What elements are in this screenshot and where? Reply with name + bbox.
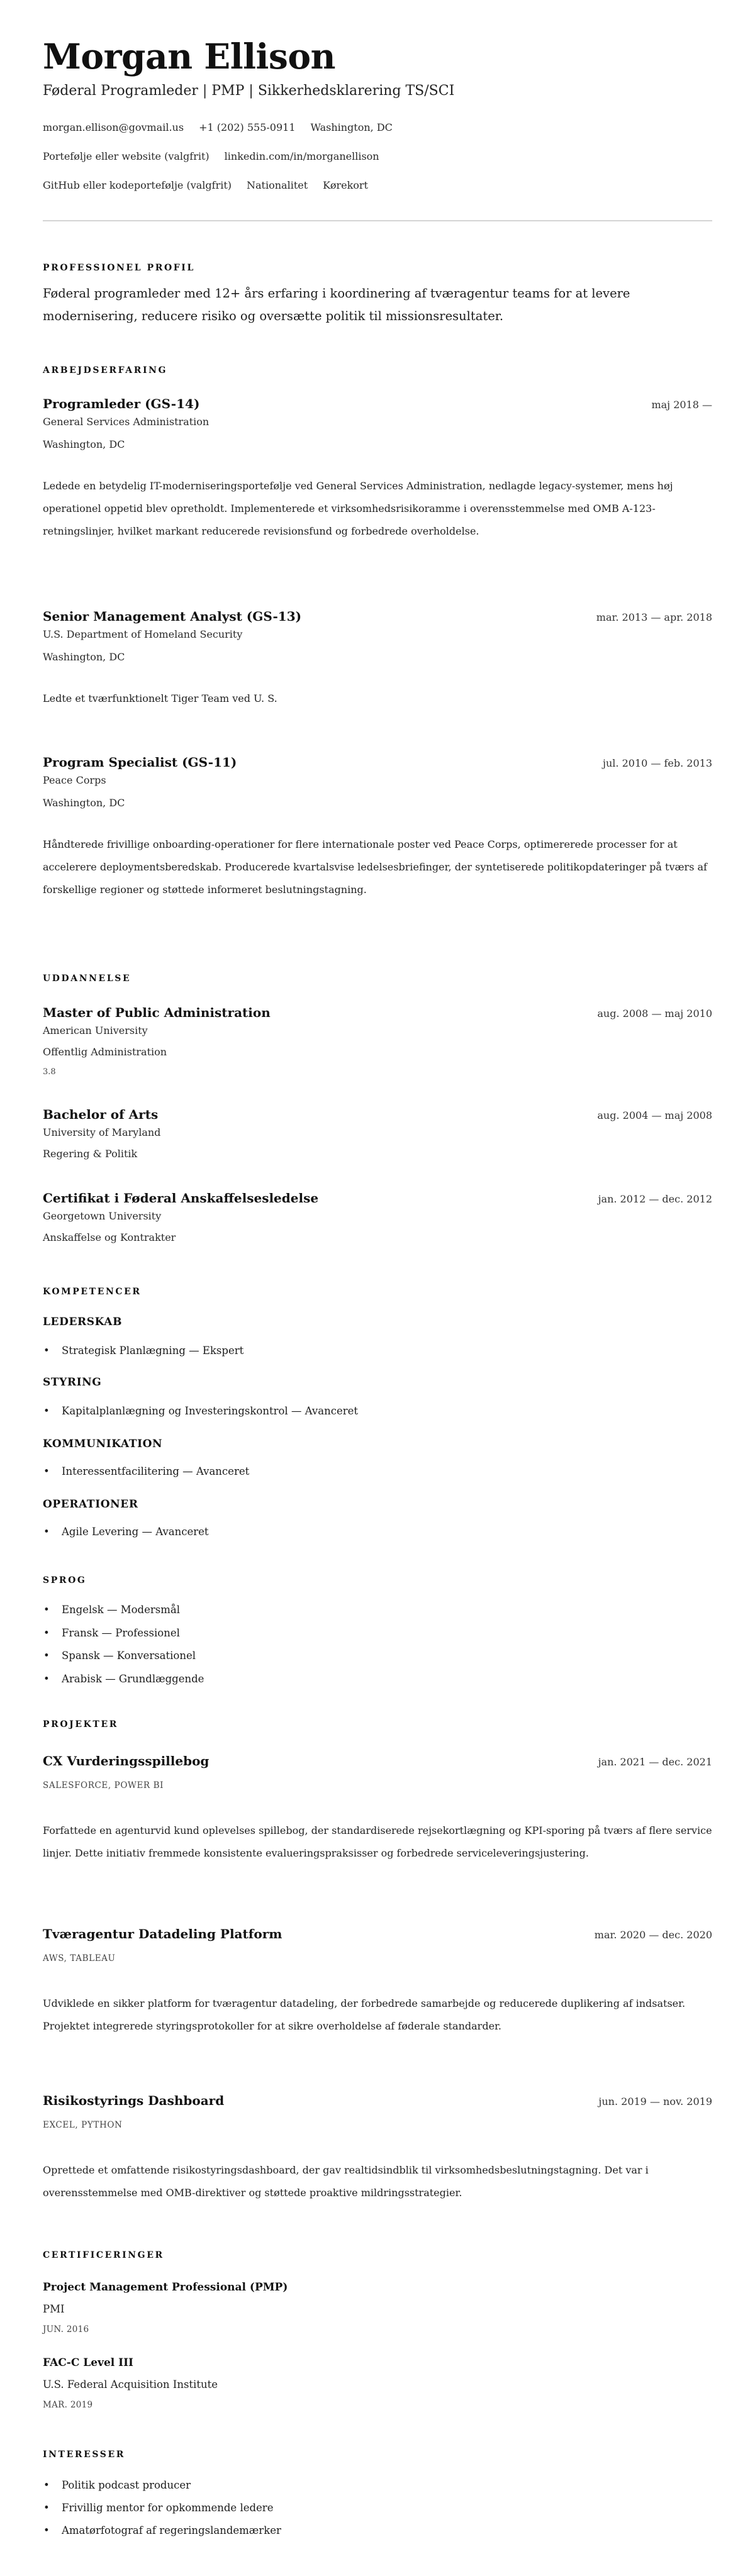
skill-group-title: OPERATIONER bbox=[43, 1498, 138, 1511]
school-name: University of Maryland bbox=[43, 1126, 161, 1138]
project-description: Udviklede en sikker platform for tværagentur datadeling, der forbedrede samarbejde og reducerede duplikering af indsatser. Projektet integrerede styringsprotokoller for at sikre overholdelse af føderale standarder. bbox=[43, 1997, 686, 2032]
project-item bbox=[43, 1752, 712, 1865]
contact-phone[interactable]: +1 (202) 555-0911 bbox=[199, 121, 296, 133]
degree-title: Master of Public Administration bbox=[43, 1005, 271, 1020]
certification-date: MAR. 2019 bbox=[43, 2400, 93, 2410]
contact-email[interactable]: morgan.ellison@govmail.us bbox=[43, 121, 184, 133]
profile-summary: Føderal programleder med 12+ års erfaring i koordinering af tværagentur teams for at levere modernisering, reducere risiko og oversætte politik til missionsresultater. bbox=[43, 286, 630, 323]
skills-section bbox=[43, 1286, 712, 1297]
job-title: Programleder (GS-14) bbox=[43, 396, 200, 411]
job-dates: mar. 2013 — apr. 2018 bbox=[596, 611, 712, 623]
project-tech-tags: EXCEL, PYTHON bbox=[43, 2120, 123, 2130]
interest-item: • Frivillig mentor for opkommende ledere bbox=[43, 2497, 712, 2519]
contact-location: Washington, DC bbox=[310, 121, 393, 133]
interest-item: • Amatørfotograf af regeringslandemærker bbox=[43, 2519, 712, 2542]
skill-group bbox=[43, 1314, 712, 1358]
section-title-education: UDDANNELSE bbox=[43, 974, 131, 984]
project-tech-tags: AWS, TABLEAU bbox=[43, 1953, 116, 1963]
header-divider bbox=[43, 220, 712, 221]
section-title-projects: PROJEKTER bbox=[43, 1719, 118, 1729]
skill-group-title: LEDERSKAB bbox=[43, 1316, 123, 1328]
project-item bbox=[43, 2092, 712, 2204]
interest-list bbox=[43, 2474, 712, 2542]
skill-item: • Strategisk Planlægning — Ekspert bbox=[43, 1343, 712, 1358]
section-title-experience: ARBEJDSERFARING bbox=[43, 365, 168, 375]
contact-drivers-license: Kørekort bbox=[323, 179, 368, 191]
education-section bbox=[43, 973, 712, 984]
language-item: • Spansk — Konversationel bbox=[43, 1645, 712, 1668]
education-item bbox=[43, 1004, 712, 1078]
section-title-certifications: CERTIFICERINGER bbox=[43, 2250, 164, 2260]
skill-group bbox=[43, 1375, 712, 1419]
contact-github[interactable]: GitHub eller kodeportefølje (valgfrit) bbox=[43, 179, 232, 191]
certification-issuer: PMI bbox=[43, 2303, 65, 2315]
degree-title: Certifikat i Føderal Anskaffelsesledelse bbox=[43, 1191, 319, 1206]
project-title: Tværagentur Datadeling Platform bbox=[43, 1926, 282, 1941]
job-description: Ledte et tværfunktionelt Tiger Team ved U. S. bbox=[43, 692, 277, 704]
language-item: • Arabisk — Grundlæggende bbox=[43, 1668, 712, 1691]
profile-section bbox=[43, 262, 712, 328]
job-location: Washington, DC bbox=[43, 438, 125, 450]
job-employer: U.S. Department of Homeland Security bbox=[43, 628, 243, 640]
skill-item: • Kapitalplanlægning og Investeringskontrol — Avanceret bbox=[43, 1404, 712, 1419]
skill-item: • Interessentfacilitering — Avanceret bbox=[43, 1464, 712, 1479]
job-employer: Peace Corps bbox=[43, 774, 106, 786]
skill-list bbox=[43, 1343, 712, 1358]
school-name: Georgetown University bbox=[43, 1210, 162, 1222]
gpa: 3.8 bbox=[43, 1067, 56, 1077]
certification-item bbox=[43, 2280, 712, 2335]
contact-linkedin[interactable]: linkedin.com/in/morganellison bbox=[224, 150, 379, 162]
education-dates: jan. 2012 — dec. 2012 bbox=[598, 1193, 712, 1205]
contact-portfolio[interactable]: Portefølje eller website (valgfrit) bbox=[43, 150, 210, 162]
education-item bbox=[43, 1106, 712, 1161]
certification-issuer: U.S. Federal Acquisition Institute bbox=[43, 2379, 218, 2390]
skill-item: • Agile Levering — Avanceret bbox=[43, 1524, 712, 1540]
project-title: Risikostyrings Dashboard bbox=[43, 2093, 225, 2108]
job-location: Washington, DC bbox=[43, 651, 125, 663]
section-title-profile: PROFESSIONEL PROFIL bbox=[43, 263, 195, 273]
education-dates: aug. 2008 — maj 2010 bbox=[597, 1008, 712, 1019]
section-title-languages: SPROG bbox=[43, 1575, 87, 1585]
project-description: Forfattede en agenturvid kund oplevelses spillebog, der standardiserede rejsekortlægning og KPI-sporing på tværs af flere service linjer. Dette initiativ fremmede konsistente evalueringspraksisser og forbedrede serviceleveringsjustering. bbox=[43, 1824, 712, 1859]
job-title: Program Specialist (GS-11) bbox=[43, 755, 237, 770]
project-dates: mar. 2020 — dec. 2020 bbox=[594, 1929, 712, 1941]
job-description: Ledede en betydelig IT-moderniseringsportefølje ved General Services Administration, nedlagde legacy-systemer, mens høj operationel oppetid blev opretholdt. Implementerede et virksomhedsrisikoramme i overensstemmelse med OMB A-123-retningslinjer, hvilket markant reducerede revisionsfund og forbedrede overholdelse. bbox=[43, 480, 673, 537]
contact-row-extra bbox=[43, 179, 712, 192]
job-dates: jul. 2010 — feb. 2013 bbox=[603, 757, 712, 769]
languages-section bbox=[43, 1575, 712, 1690]
job-employer: General Services Administration bbox=[43, 416, 210, 428]
skill-list bbox=[43, 1524, 712, 1540]
language-item: • Fransk — Professionel bbox=[43, 1622, 712, 1645]
project-tech-tags: SALESFORCE, POWER BI bbox=[43, 1780, 164, 1790]
section-title-interests: INTERESSER bbox=[43, 2450, 125, 2460]
project-description: Oprettede et omfattende risikostyringsdashboard, der gav realtidsindblik til virksomhedsbeslutningstagning. Det var i overensstemmelse med OMB-direktiver og støttede proaktive mildringsstrategier. bbox=[43, 2164, 649, 2199]
contact-row-links bbox=[43, 150, 712, 164]
experience-section bbox=[43, 365, 712, 376]
interest-item: • Politik podcast producer bbox=[43, 2474, 712, 2497]
candidate-name: Morgan Ellison bbox=[43, 36, 336, 77]
certification-date: JUN. 2016 bbox=[43, 2324, 89, 2334]
field-of-study: Offentlig Administration bbox=[43, 1046, 167, 1058]
resume-header bbox=[43, 36, 712, 192]
skill-group bbox=[43, 1436, 712, 1479]
degree-title: Bachelor of Arts bbox=[43, 1107, 159, 1122]
education-item bbox=[43, 1189, 712, 1245]
experience-item bbox=[43, 753, 712, 901]
experience-item bbox=[43, 608, 712, 710]
language-list bbox=[43, 1599, 712, 1690]
certification-item bbox=[43, 2355, 712, 2411]
contact-row-primary bbox=[43, 121, 712, 135]
skill-group-title: STYRING bbox=[43, 1376, 102, 1389]
field-of-study: Anskaffelse og Kontrakter bbox=[43, 1231, 176, 1243]
skill-group bbox=[43, 1497, 712, 1540]
job-dates: maj 2018 — bbox=[651, 399, 712, 411]
project-dates: jun. 2019 — nov. 2019 bbox=[598, 2096, 712, 2107]
project-item bbox=[43, 1925, 712, 2038]
certifications-section bbox=[43, 2250, 712, 2261]
certification-name: FAC-C Level III bbox=[43, 2357, 133, 2369]
job-description: Håndterede frivillige onboarding-operationer for flere internationale poster ved Peace Corps, optimererede processer for at accelerere deploymentsberedskab. Producerede kvartalsvise ledelsesbriefinger, der syntetiserede politikopdateringer på tværs af forskellige regioner og støttede informeret beslutningstagning. bbox=[43, 838, 707, 896]
school-name: American University bbox=[43, 1024, 148, 1036]
field-of-study: Regering & Politik bbox=[43, 1148, 138, 1160]
candidate-headline: Føderal Programleder | PMP | Sikkerhedsklarering TS/SCI bbox=[43, 83, 455, 99]
project-title: CX Vurderingsspillebog bbox=[43, 1753, 210, 1768]
education-dates: aug. 2004 — maj 2008 bbox=[597, 1109, 712, 1121]
experience-item bbox=[43, 395, 712, 543]
contact-nationality: Nationalitet bbox=[247, 179, 308, 191]
project-dates: jan. 2021 — dec. 2021 bbox=[598, 1756, 712, 1768]
certification-name: Project Management Professional (PMP) bbox=[43, 2281, 288, 2294]
projects-section bbox=[43, 1719, 712, 1730]
language-item: • Engelsk — Modersmål bbox=[43, 1599, 712, 1622]
skill-list bbox=[43, 1464, 712, 1479]
section-title-skills: KOMPETENCER bbox=[43, 1287, 142, 1297]
job-title: Senior Management Analyst (GS-13) bbox=[43, 609, 302, 624]
job-location: Washington, DC bbox=[43, 797, 125, 809]
skill-list bbox=[43, 1404, 712, 1419]
interests-section bbox=[43, 2449, 712, 2542]
skill-group-title: KOMMUNIKATION bbox=[43, 1438, 163, 1450]
